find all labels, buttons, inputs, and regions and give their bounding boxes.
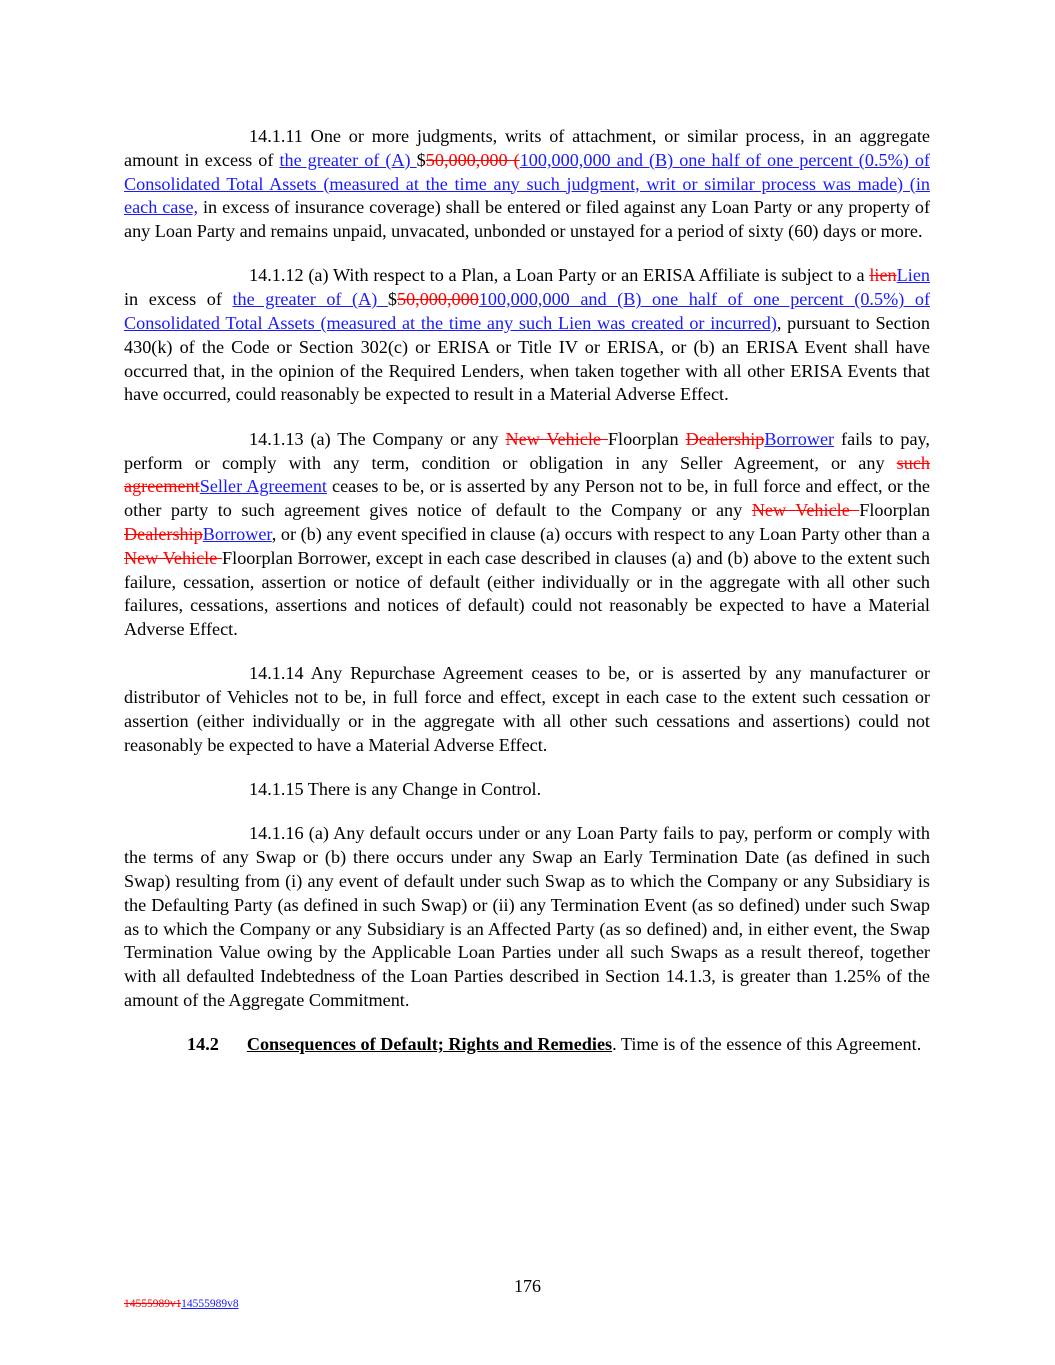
section-title: Consequences of Default; Rights and Remedies (246, 1034, 613, 1055)
body-text: 14.1.11 One or more judgments, writs of attachment, or similar process, in an aggregate amount in excess of (124, 126, 930, 170)
document-body (124, 125, 930, 1078)
deleted-text: 50,000,000 ( (425, 149, 520, 170)
deleted-text: 50,000,000 (396, 289, 479, 310)
deleted-text: New Vehicle (124, 547, 223, 568)
body-text: in excess of (124, 289, 233, 310)
document-id-inserted: 14555989v8 (181, 1298, 239, 1310)
document-id (124, 1298, 239, 1310)
paragraph-14-1-14 (124, 662, 930, 757)
body-text: , pursuant to Section 430(k) of the Code or Section 302(c) or ERISA or Title IV or ERISA, or (b) an ERISA Event shall have occurred that, in the opinion of the Required Lenders, when taken together with all other ERISA Events that have occurred, could reasonably be expected to result in a Material Adverse Effect. (124, 313, 930, 405)
body-text: 14.1.16 (a) Any default occurs under or any Loan Party fails to pay, perform or comply with the terms of any Swap or (b) there occurs under any Swap an Early Termination Date (as defined in such Swap) resulting from (i) any event of default under such Swap as to which the Company or any Subsidiary is the Defaulting Party (as defined in such Swap) or (ii) any Termination Event (as so defined) under such Swap as to which the Company or any Subsidiary is an Affected Party (as so defined) and, in either event, the Swap Termination Value owing by the Applicable Loan Parties under all such Swaps as a result thereof, together with all defaulted Indebtedness of the Loan Parties described in Section 14.1.3, is greater than 1.25% of the amount of the Aggregate Commitment. (124, 823, 930, 1010)
body-text: fails to pay, perform or comply with any term, condition or obligation in any Seller Agreement, or any (124, 428, 930, 473)
deleted-text: Dealership (685, 428, 765, 449)
body-text: 14.1.14 Any Repurchase Agreement ceases to be, or is asserted by any manufacturer or distributor of Vehicles not to be, in full force and effect, except in each case to the extent such cessation or assertion (either individually or in the aggregate with all other such cessations and assertions) could not reasonably be expected to have a Material Adverse Effect. (124, 663, 930, 755)
inserted-text: Lien (896, 265, 930, 286)
inserted-text: Borrower (202, 523, 272, 544)
body-text: 14.1.13 (a) The Company or any (249, 428, 506, 449)
inserted-text: the greater of (A) (279, 149, 417, 170)
paragraph-14-1-12 (124, 264, 930, 407)
document-id-deleted: 14555989v1 (124, 1298, 182, 1310)
body-text: $ (416, 149, 426, 170)
inserted-text: 100,000,000 and (B) one half of one percent (0.5%) of Consolidated Total Assets (measured at the time any such judgment, writ or similar process was made) (in each case, (124, 149, 930, 218)
inserted-text: Borrower (764, 428, 835, 449)
page-number: 176 (514, 1276, 541, 1296)
deleted-text: New Vehicle (505, 428, 608, 449)
inserted-text: the greater of (A) (232, 289, 388, 310)
section-14-2 (124, 1033, 930, 1057)
body-text: 14.1.15 There is any Change in Control. (249, 779, 542, 800)
deleted-text: lien (869, 265, 897, 286)
body-text: Floorplan (607, 428, 686, 449)
body-text: 14.1.12 (a) With respect to a Plan, a Loan Party or an ERISA Affiliate is subject to a (249, 265, 870, 286)
section-number: 14.2 (187, 1034, 219, 1055)
paragraph-14-1-16 (124, 822, 930, 1012)
body-text: Floorplan (859, 500, 930, 521)
body-text: in excess of insurance coverage) shall be entered or filed against any Loan Party or any property of any Loan Party and remains unpaid, unvacated, unbonded or unstayed for a period of sixty (60) days or more. (124, 197, 930, 242)
deleted-text: such agreement (124, 452, 930, 497)
deleted-text: Dealership (124, 523, 203, 544)
inserted-text: 100,000,000 and (B) one half of one percent (0.5%) of Consolidated Total Assets (measured at the time any such Lien was created or incurred) (124, 289, 930, 334)
body-text: ceases to be, or is asserted by any Person not to be, in full force and effect, or the other party to such agreement gives notice of default to the Company or any (124, 476, 930, 521)
section-text: . Time is of the essence of this Agreement. (612, 1034, 922, 1055)
body-text: , or (b) any event specified in clause (a) occurs with respect to any Loan Party other than a (271, 523, 930, 544)
paragraph-14-1-13 (124, 428, 930, 642)
body-text: $ (387, 289, 397, 310)
paragraph-14-1-15 (124, 778, 930, 802)
inserted-text: Seller Agreement (199, 476, 327, 497)
deleted-text: New Vehicle (751, 500, 860, 521)
body-text: Floorplan Borrower, except in each case described in clauses (a) and (b) above to the extent such failure, cessation, assertion or notice of default (either individually or in the aggregate with all other such failures, cessations, assertions and notices of default) could not reasonably be expected to have a Material Adverse Effect. (124, 547, 930, 640)
paragraph-14-1-11 (124, 125, 930, 244)
